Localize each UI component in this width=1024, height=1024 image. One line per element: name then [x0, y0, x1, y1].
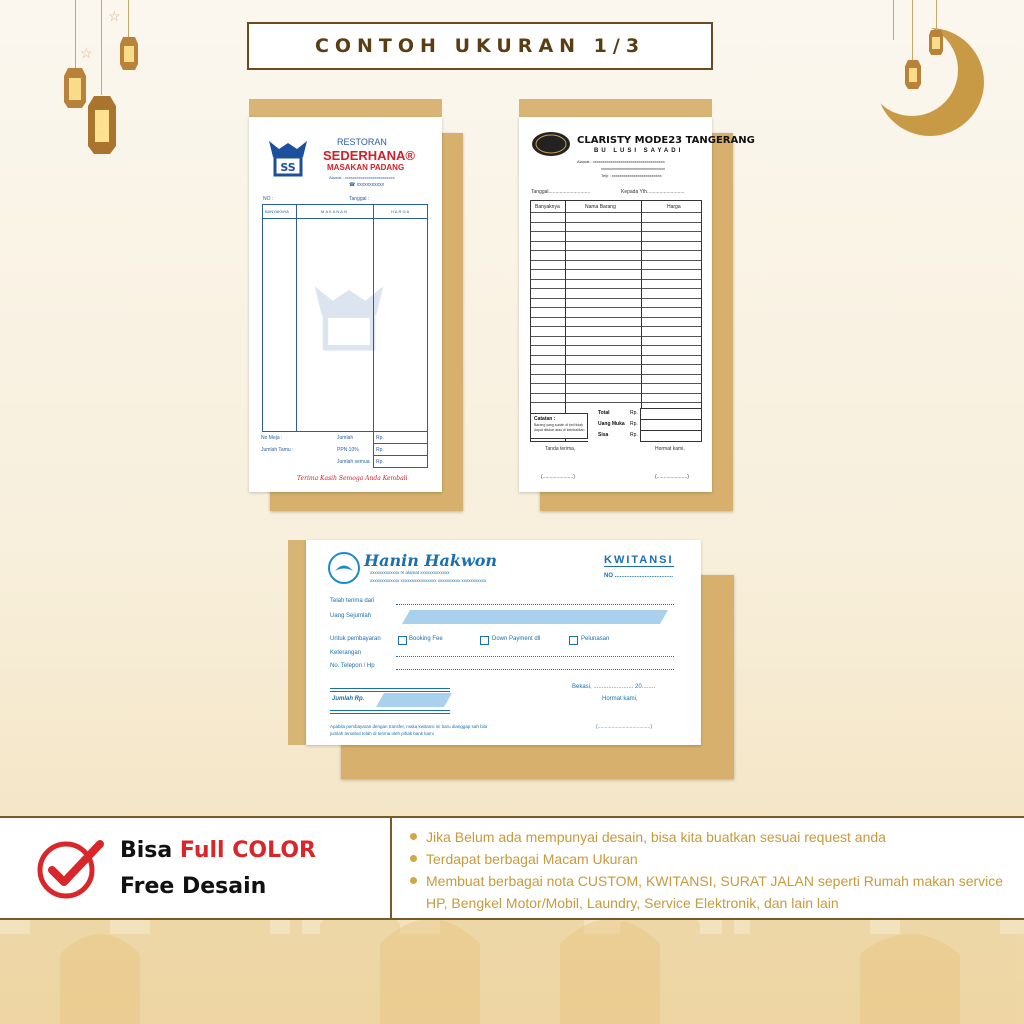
- table-rule: [531, 279, 701, 280]
- full-color-text: Full COLOR: [179, 838, 316, 863]
- lantern-string: [101, 0, 102, 95]
- table-rule: [531, 288, 701, 289]
- signature-left: (......................): [541, 474, 575, 480]
- transfer-note-2: jumlah tersebut telah di terima oleh pihak bank kami: [330, 731, 434, 736]
- down-payment-checkbox[interactable]: [480, 636, 489, 645]
- brand-name: Hanin Hakwon: [364, 551, 498, 570]
- free-desain-text: Free Desain: [120, 874, 267, 899]
- rp-label: Rp.: [630, 421, 638, 427]
- column-header: Banyaknya: [535, 204, 560, 210]
- page-title: CONTOH UKURAN 1/3: [314, 35, 646, 57]
- lantern-icon: [116, 34, 142, 74]
- table-rule: [531, 212, 701, 213]
- bekasi-date: Bekasi, ........................ 20........: [572, 684, 656, 690]
- column-header: Nama Barang: [585, 204, 616, 210]
- telp-line: Telp : xxxxxxxxxxxxxxxxxxxxxxxxx: [601, 173, 662, 178]
- jumlah-tamu-label: Jumlah Tamu :: [261, 447, 294, 453]
- uang-sejumlah-label: Uang Sejumlah: [330, 613, 372, 619]
- table-rule: [531, 364, 701, 365]
- receipt-pad-binding: [519, 99, 712, 117]
- no-telepon-label: No. Telepon / Hp: [330, 663, 375, 669]
- restoran-label: RESTORAN: [337, 137, 387, 147]
- jumlah-semua-label: Jumlah semua: [337, 459, 370, 465]
- rp-label: Rp.: [376, 447, 384, 453]
- lantern-icon: [926, 28, 946, 58]
- items-table: [530, 200, 702, 442]
- table-rule: [531, 402, 701, 403]
- bullet-icon: [410, 833, 417, 840]
- rp-label: Rp.: [630, 410, 638, 416]
- hormat-kami-label: Hormat kami,: [655, 446, 685, 452]
- table-rule: [531, 393, 701, 394]
- star-icon: ☆: [108, 8, 121, 24]
- lantern-string: [893, 0, 894, 40]
- alamat-line: Alamat : xxxxxxxxxxxxxxxxxxxxxxxxx: [329, 175, 395, 180]
- table-rule: [531, 326, 701, 327]
- alamat-line: Alamat : xxxxxxxxxxxxxxxxxxxxxxxxxxxxxxxxxxxx: [577, 159, 665, 164]
- catatan-box: [530, 413, 588, 439]
- signature-right: (......................): [655, 474, 689, 480]
- svg-text:SS: SS: [280, 161, 296, 174]
- column-header: BANYAKNYA: [265, 209, 289, 214]
- table-rule: [531, 269, 701, 270]
- shop-owner: BU LUSI SAYADI: [594, 148, 684, 154]
- list-item-text: Jika Belum ada mempunyai desain, bisa kita buatkan sesuai request anda: [426, 829, 886, 845]
- keterangan-label: Keterangan: [330, 650, 362, 656]
- catatan-text: Barang yang sudah di beli tidak dapat ditukar atau di kembalikan: [534, 423, 585, 432]
- contact-line-2: xxxxxxxxxxxxx xxxxxxxxxxxxxxxx xxxxxxxxxx xxxxxxxxxxx: [370, 578, 487, 583]
- shop-name: CLARISTY MODE23 TANGERANG: [577, 135, 755, 146]
- table-rule: [641, 201, 642, 441]
- watermark-logo-icon: [311, 277, 387, 357]
- totals-area: [588, 408, 702, 442]
- table-rule: [565, 201, 566, 441]
- table-rule: [531, 345, 701, 346]
- lantern-icon: [902, 58, 924, 92]
- list-item: [408, 870, 1008, 914]
- table-rule: [531, 383, 701, 384]
- receipt-restoran-sederhana: [249, 117, 442, 492]
- rp-label: Rp.: [376, 459, 384, 465]
- signature-line: (......................................): [596, 724, 653, 730]
- rp-label: Rp.: [630, 432, 638, 438]
- catatan-title: Catatan :: [534, 416, 556, 422]
- column-header: Harga: [667, 204, 681, 210]
- menu-table: [262, 204, 428, 432]
- kwitansi-hanin-hakwon: [306, 540, 701, 745]
- tanggal-label: Tanggal :: [349, 196, 370, 202]
- amount-field[interactable]: [376, 693, 452, 707]
- telp-line: ☎ xxxxxxxxxxx: [349, 182, 385, 188]
- table-rule: [531, 260, 701, 261]
- total-label: Total: [598, 410, 610, 416]
- bullet-icon: [410, 877, 417, 884]
- title-box: [247, 22, 713, 70]
- footer-thanks: Terima Kasih Semoga Anda Kembali: [297, 475, 408, 482]
- telah-terima-label: Telah terima dari: [330, 598, 375, 604]
- table-rule: [531, 222, 701, 223]
- lantern-string: [75, 0, 76, 70]
- receipt-claristy-mode23: [519, 117, 755, 492]
- bullet-icon: [410, 855, 417, 862]
- table-rule: [531, 355, 701, 356]
- lantern-string: [936, 0, 937, 30]
- table-rule: [531, 241, 701, 242]
- checkmark-badge-icon: [36, 836, 106, 900]
- booking-label: Booking Fee: [409, 636, 443, 642]
- pelunasan-checkbox[interactable]: [569, 636, 578, 645]
- jumlah-rp-label: Jumlah Rp.: [332, 696, 365, 702]
- bisa-text: Bisa: [120, 838, 180, 863]
- contact-line-1: xxxxxxxxxxxxx ✉ alamat xxxxxxxxxxxxx: [370, 570, 450, 575]
- full-color-headline: [120, 838, 316, 863]
- banner-divider: [390, 816, 392, 920]
- table-rule: [531, 317, 701, 318]
- column-header: HARGA: [391, 209, 411, 214]
- restaurant-subtitle: MASAKAN PADANG: [327, 163, 405, 172]
- kepada-field: Kepada Yth...........................: [621, 189, 685, 195]
- list-item-text: Membuat berbagai nota CUSTOM, KWITANSI, SURAT JALAN seperti Rumah makan service HP, Bengkel Motor/Mobil, Laundry, Service Elektronik, dan lain lain: [426, 873, 1004, 911]
- transfer-note-1: Apabila pembayaran dengan transfer, maka kwitansi ini baru dianggap sah bila: [330, 724, 488, 729]
- brand-logo-icon: [328, 552, 360, 584]
- pelunasan-label: Pelunasan: [581, 636, 610, 642]
- list-item: [408, 826, 1008, 848]
- list-item-text: Terdapat berbagai Macam Ukuran: [426, 851, 638, 867]
- rp-label: Rp.: [376, 435, 384, 441]
- booking-checkbox[interactable]: [398, 636, 407, 645]
- untuk-pembayaran-label: Untuk pembayaran: [330, 636, 381, 642]
- lantern-string: [912, 0, 913, 60]
- kwitansi-pad-binding: [288, 540, 306, 745]
- receipt-pad-binding: [249, 99, 442, 117]
- uang-muka-label: Uang Muka: [598, 421, 625, 427]
- restaurant-name: SEDERHANA®: [323, 148, 415, 163]
- no-label: NO :: [263, 196, 274, 202]
- ppn-label: PPN 10%: [337, 447, 359, 453]
- tanggal-field: Tanggal..............................: [531, 189, 591, 195]
- sisa-label: Sisa: [598, 432, 609, 438]
- table-rule: [531, 250, 701, 251]
- table-rule: [531, 231, 701, 232]
- table-rule: [531, 307, 701, 308]
- lantern-icon: [82, 92, 122, 160]
- brand-logo-icon: [531, 131, 571, 157]
- down-payment-label: Down Payment dll: [492, 636, 541, 642]
- hormat-kami-label: Hormat kami,: [602, 696, 638, 702]
- rumah-gadang-logo-icon: [267, 137, 309, 179]
- feature-list: [408, 826, 1008, 914]
- column-header: MAKANAN: [321, 209, 348, 214]
- tanda-terima-label: Tanda terima,: [545, 446, 576, 452]
- amount-words-field[interactable]: [402, 610, 668, 624]
- table-rule: [531, 374, 701, 375]
- jumlah-label: Jumlah: [337, 435, 354, 441]
- list-item: [408, 848, 1008, 870]
- kwitansi-title: KWITANSI: [604, 554, 674, 566]
- alamat-line-2: xxxxxxxxxxxxxxxxxxxxxxxxxxxxxxxx: [601, 166, 665, 171]
- star-icon: ☆: [80, 45, 93, 61]
- kwitansi-no: NO ...................................: [604, 573, 674, 579]
- table-rule: [531, 298, 701, 299]
- no-meja-label: No Meja :: [261, 435, 283, 441]
- table-rule: [531, 336, 701, 337]
